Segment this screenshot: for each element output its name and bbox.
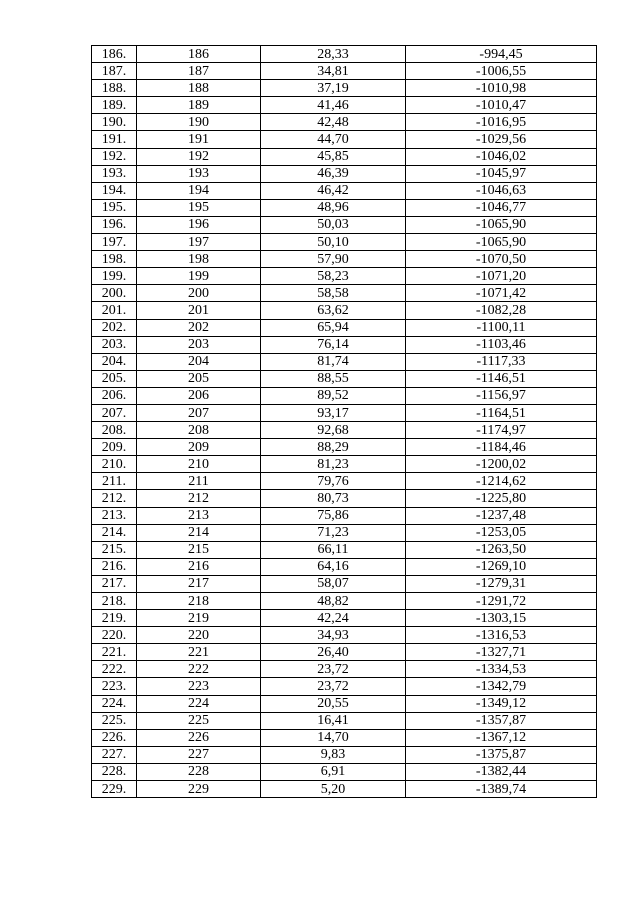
table-body bbox=[92, 46, 597, 798]
row-number-cell: 215. bbox=[92, 541, 137, 558]
index-cell: 210 bbox=[137, 456, 261, 473]
index-cell: 224 bbox=[137, 695, 261, 712]
row-number-cell: 216. bbox=[92, 558, 137, 575]
index-cell: 192 bbox=[137, 148, 261, 165]
index-cell: 214 bbox=[137, 524, 261, 541]
index-cell: 190 bbox=[137, 114, 261, 131]
index-cell: 219 bbox=[137, 610, 261, 627]
result-cell: -1029,56 bbox=[406, 131, 597, 148]
row-number-cell: 205. bbox=[92, 370, 137, 387]
index-cell: 202 bbox=[137, 319, 261, 336]
result-cell: -1375,87 bbox=[406, 746, 597, 763]
value-cell: 45,85 bbox=[261, 148, 406, 165]
index-cell: 191 bbox=[137, 131, 261, 148]
table-row bbox=[92, 490, 597, 507]
index-cell: 203 bbox=[137, 336, 261, 353]
index-cell: 201 bbox=[137, 302, 261, 319]
value-cell: 44,70 bbox=[261, 131, 406, 148]
table-row bbox=[92, 473, 597, 490]
result-cell: -1389,74 bbox=[406, 781, 597, 798]
index-cell: 218 bbox=[137, 593, 261, 610]
result-cell: -1070,50 bbox=[406, 251, 597, 268]
result-cell: -1065,90 bbox=[406, 234, 597, 251]
value-cell: 48,82 bbox=[261, 593, 406, 610]
value-cell: 42,24 bbox=[261, 610, 406, 627]
index-cell: 193 bbox=[137, 165, 261, 182]
table-row bbox=[92, 80, 597, 97]
index-cell: 229 bbox=[137, 781, 261, 798]
index-cell: 215 bbox=[137, 541, 261, 558]
index-cell: 205 bbox=[137, 370, 261, 387]
row-number-cell: 207. bbox=[92, 404, 137, 421]
value-cell: 64,16 bbox=[261, 558, 406, 575]
result-cell: -1357,87 bbox=[406, 712, 597, 729]
table-row bbox=[92, 712, 597, 729]
value-cell: 20,55 bbox=[261, 695, 406, 712]
result-cell: -1100,11 bbox=[406, 319, 597, 336]
row-number-cell: 208. bbox=[92, 422, 137, 439]
result-cell: -1342,79 bbox=[406, 678, 597, 695]
table-row bbox=[92, 575, 597, 592]
row-number-cell: 219. bbox=[92, 610, 137, 627]
table-row bbox=[92, 781, 597, 798]
value-cell: 76,14 bbox=[261, 336, 406, 353]
index-cell: 222 bbox=[137, 661, 261, 678]
index-cell: 188 bbox=[137, 80, 261, 97]
table-row bbox=[92, 268, 597, 285]
row-number-cell: 204. bbox=[92, 353, 137, 370]
index-cell: 200 bbox=[137, 285, 261, 302]
table-row bbox=[92, 216, 597, 233]
row-number-cell: 192. bbox=[92, 148, 137, 165]
index-cell: 186 bbox=[137, 46, 261, 63]
value-cell: 80,73 bbox=[261, 490, 406, 507]
value-cell: 46,42 bbox=[261, 182, 406, 199]
index-cell: 211 bbox=[137, 473, 261, 490]
value-cell: 88,29 bbox=[261, 439, 406, 456]
value-cell: 66,11 bbox=[261, 541, 406, 558]
result-cell: -1279,31 bbox=[406, 575, 597, 592]
result-cell: -1010,98 bbox=[406, 80, 597, 97]
result-cell: -1046,02 bbox=[406, 148, 597, 165]
value-cell: 81,23 bbox=[261, 456, 406, 473]
table-row bbox=[92, 661, 597, 678]
row-number-cell: 191. bbox=[92, 131, 137, 148]
result-cell: -1156,97 bbox=[406, 387, 597, 404]
row-number-cell: 194. bbox=[92, 182, 137, 199]
result-cell: -1382,44 bbox=[406, 763, 597, 780]
index-cell: 189 bbox=[137, 97, 261, 114]
row-number-cell: 222. bbox=[92, 661, 137, 678]
index-cell: 220 bbox=[137, 627, 261, 644]
value-cell: 92,68 bbox=[261, 422, 406, 439]
table-row bbox=[92, 234, 597, 251]
table-row bbox=[92, 182, 597, 199]
result-cell: -1334,53 bbox=[406, 661, 597, 678]
result-cell: -1327,71 bbox=[406, 644, 597, 661]
table-row bbox=[92, 251, 597, 268]
result-cell: -1046,63 bbox=[406, 182, 597, 199]
table-row bbox=[92, 644, 597, 661]
table-row bbox=[92, 114, 597, 131]
index-cell: 187 bbox=[137, 63, 261, 80]
table-row bbox=[92, 63, 597, 80]
row-number-cell: 213. bbox=[92, 507, 137, 524]
row-number-cell: 206. bbox=[92, 387, 137, 404]
index-cell: 194 bbox=[137, 182, 261, 199]
table-row bbox=[92, 46, 597, 63]
row-number-cell: 198. bbox=[92, 251, 137, 268]
row-number-cell: 220. bbox=[92, 627, 137, 644]
index-cell: 197 bbox=[137, 234, 261, 251]
table-row bbox=[92, 404, 597, 421]
table-row bbox=[92, 729, 597, 746]
result-cell: -1184,46 bbox=[406, 439, 597, 456]
table-row bbox=[92, 165, 597, 182]
index-cell: 207 bbox=[137, 404, 261, 421]
value-cell: 23,72 bbox=[261, 678, 406, 695]
row-number-cell: 221. bbox=[92, 644, 137, 661]
value-cell: 5,20 bbox=[261, 781, 406, 798]
value-cell: 58,23 bbox=[261, 268, 406, 285]
result-cell: -1045,97 bbox=[406, 165, 597, 182]
table-row bbox=[92, 610, 597, 627]
row-number-cell: 227. bbox=[92, 746, 137, 763]
row-number-cell: 229. bbox=[92, 781, 137, 798]
row-number-cell: 196. bbox=[92, 216, 137, 233]
value-cell: 58,07 bbox=[261, 575, 406, 592]
row-number-cell: 224. bbox=[92, 695, 137, 712]
table-row bbox=[92, 285, 597, 302]
table-row bbox=[92, 439, 597, 456]
table-row bbox=[92, 695, 597, 712]
table-row bbox=[92, 507, 597, 524]
row-number-cell: 187. bbox=[92, 63, 137, 80]
value-cell: 93,17 bbox=[261, 404, 406, 421]
value-cell: 6,91 bbox=[261, 763, 406, 780]
index-cell: 217 bbox=[137, 575, 261, 592]
value-cell: 65,94 bbox=[261, 319, 406, 336]
table-row bbox=[92, 97, 597, 114]
index-cell: 223 bbox=[137, 678, 261, 695]
result-cell: -1291,72 bbox=[406, 593, 597, 610]
table-row bbox=[92, 524, 597, 541]
table-row bbox=[92, 302, 597, 319]
result-cell: -1225,80 bbox=[406, 490, 597, 507]
result-cell: -1117,33 bbox=[406, 353, 597, 370]
value-cell: 26,40 bbox=[261, 644, 406, 661]
value-cell: 41,46 bbox=[261, 97, 406, 114]
row-number-cell: 203. bbox=[92, 336, 137, 353]
value-cell: 14,70 bbox=[261, 729, 406, 746]
value-cell: 9,83 bbox=[261, 746, 406, 763]
index-cell: 216 bbox=[137, 558, 261, 575]
row-number-cell: 195. bbox=[92, 199, 137, 216]
result-cell: -1349,12 bbox=[406, 695, 597, 712]
table-row bbox=[92, 131, 597, 148]
value-cell: 46,39 bbox=[261, 165, 406, 182]
row-number-cell: 193. bbox=[92, 165, 137, 182]
value-cell: 37,19 bbox=[261, 80, 406, 97]
index-cell: 227 bbox=[137, 746, 261, 763]
result-cell: -1367,12 bbox=[406, 729, 597, 746]
result-cell: -1269,10 bbox=[406, 558, 597, 575]
table-row bbox=[92, 387, 597, 404]
index-cell: 208 bbox=[137, 422, 261, 439]
result-cell: -1253,05 bbox=[406, 524, 597, 541]
row-number-cell: 218. bbox=[92, 593, 137, 610]
value-cell: 23,72 bbox=[261, 661, 406, 678]
result-cell: -1065,90 bbox=[406, 216, 597, 233]
index-cell: 228 bbox=[137, 763, 261, 780]
row-number-cell: 209. bbox=[92, 439, 137, 456]
index-cell: 195 bbox=[137, 199, 261, 216]
table-row bbox=[92, 763, 597, 780]
result-cell: -1200,02 bbox=[406, 456, 597, 473]
table-row bbox=[92, 336, 597, 353]
value-cell: 71,23 bbox=[261, 524, 406, 541]
table-row bbox=[92, 678, 597, 695]
result-cell: -1071,20 bbox=[406, 268, 597, 285]
value-cell: 75,86 bbox=[261, 507, 406, 524]
row-number-cell: 197. bbox=[92, 234, 137, 251]
table-row bbox=[92, 558, 597, 575]
result-cell: -1016,95 bbox=[406, 114, 597, 131]
table-row bbox=[92, 627, 597, 644]
table-row bbox=[92, 353, 597, 370]
value-cell: 57,90 bbox=[261, 251, 406, 268]
index-cell: 212 bbox=[137, 490, 261, 507]
row-number-cell: 202. bbox=[92, 319, 137, 336]
row-number-cell: 217. bbox=[92, 575, 137, 592]
result-cell: -1146,51 bbox=[406, 370, 597, 387]
table-row bbox=[92, 541, 597, 558]
row-number-cell: 188. bbox=[92, 80, 137, 97]
index-cell: 225 bbox=[137, 712, 261, 729]
value-cell: 42,48 bbox=[261, 114, 406, 131]
result-cell: -994,45 bbox=[406, 46, 597, 63]
result-cell: -1316,53 bbox=[406, 627, 597, 644]
row-number-cell: 200. bbox=[92, 285, 137, 302]
row-number-cell: 186. bbox=[92, 46, 137, 63]
table-row bbox=[92, 593, 597, 610]
row-number-cell: 226. bbox=[92, 729, 137, 746]
index-cell: 199 bbox=[137, 268, 261, 285]
row-number-cell: 201. bbox=[92, 302, 137, 319]
data-table bbox=[91, 45, 597, 798]
result-cell: -1006,55 bbox=[406, 63, 597, 80]
table-row bbox=[92, 456, 597, 473]
index-cell: 209 bbox=[137, 439, 261, 456]
result-cell: -1237,48 bbox=[406, 507, 597, 524]
table-row bbox=[92, 746, 597, 763]
value-cell: 34,93 bbox=[261, 627, 406, 644]
result-cell: -1164,51 bbox=[406, 404, 597, 421]
value-cell: 28,33 bbox=[261, 46, 406, 63]
row-number-cell: 228. bbox=[92, 763, 137, 780]
result-cell: -1010,47 bbox=[406, 97, 597, 114]
result-cell: -1214,62 bbox=[406, 473, 597, 490]
value-cell: 63,62 bbox=[261, 302, 406, 319]
table-row bbox=[92, 148, 597, 165]
table-row bbox=[92, 422, 597, 439]
row-number-cell: 189. bbox=[92, 97, 137, 114]
row-number-cell: 223. bbox=[92, 678, 137, 695]
row-number-cell: 214. bbox=[92, 524, 137, 541]
index-cell: 204 bbox=[137, 353, 261, 370]
value-cell: 50,10 bbox=[261, 234, 406, 251]
value-cell: 88,55 bbox=[261, 370, 406, 387]
result-cell: -1263,50 bbox=[406, 541, 597, 558]
result-cell: -1046,77 bbox=[406, 199, 597, 216]
table-row bbox=[92, 199, 597, 216]
value-cell: 81,74 bbox=[261, 353, 406, 370]
row-number-cell: 199. bbox=[92, 268, 137, 285]
row-number-cell: 210. bbox=[92, 456, 137, 473]
index-cell: 221 bbox=[137, 644, 261, 661]
index-cell: 196 bbox=[137, 216, 261, 233]
row-number-cell: 211. bbox=[92, 473, 137, 490]
result-cell: -1103,46 bbox=[406, 336, 597, 353]
result-cell: -1174,97 bbox=[406, 422, 597, 439]
value-cell: 50,03 bbox=[261, 216, 406, 233]
result-cell: -1071,42 bbox=[406, 285, 597, 302]
value-cell: 34,81 bbox=[261, 63, 406, 80]
value-cell: 16,41 bbox=[261, 712, 406, 729]
result-cell: -1303,15 bbox=[406, 610, 597, 627]
row-number-cell: 212. bbox=[92, 490, 137, 507]
index-cell: 213 bbox=[137, 507, 261, 524]
value-cell: 48,96 bbox=[261, 199, 406, 216]
value-cell: 89,52 bbox=[261, 387, 406, 404]
result-cell: -1082,28 bbox=[406, 302, 597, 319]
index-cell: 226 bbox=[137, 729, 261, 746]
table-row bbox=[92, 370, 597, 387]
value-cell: 79,76 bbox=[261, 473, 406, 490]
row-number-cell: 190. bbox=[92, 114, 137, 131]
value-cell: 58,58 bbox=[261, 285, 406, 302]
index-cell: 198 bbox=[137, 251, 261, 268]
table-row bbox=[92, 319, 597, 336]
index-cell: 206 bbox=[137, 387, 261, 404]
row-number-cell: 225. bbox=[92, 712, 137, 729]
